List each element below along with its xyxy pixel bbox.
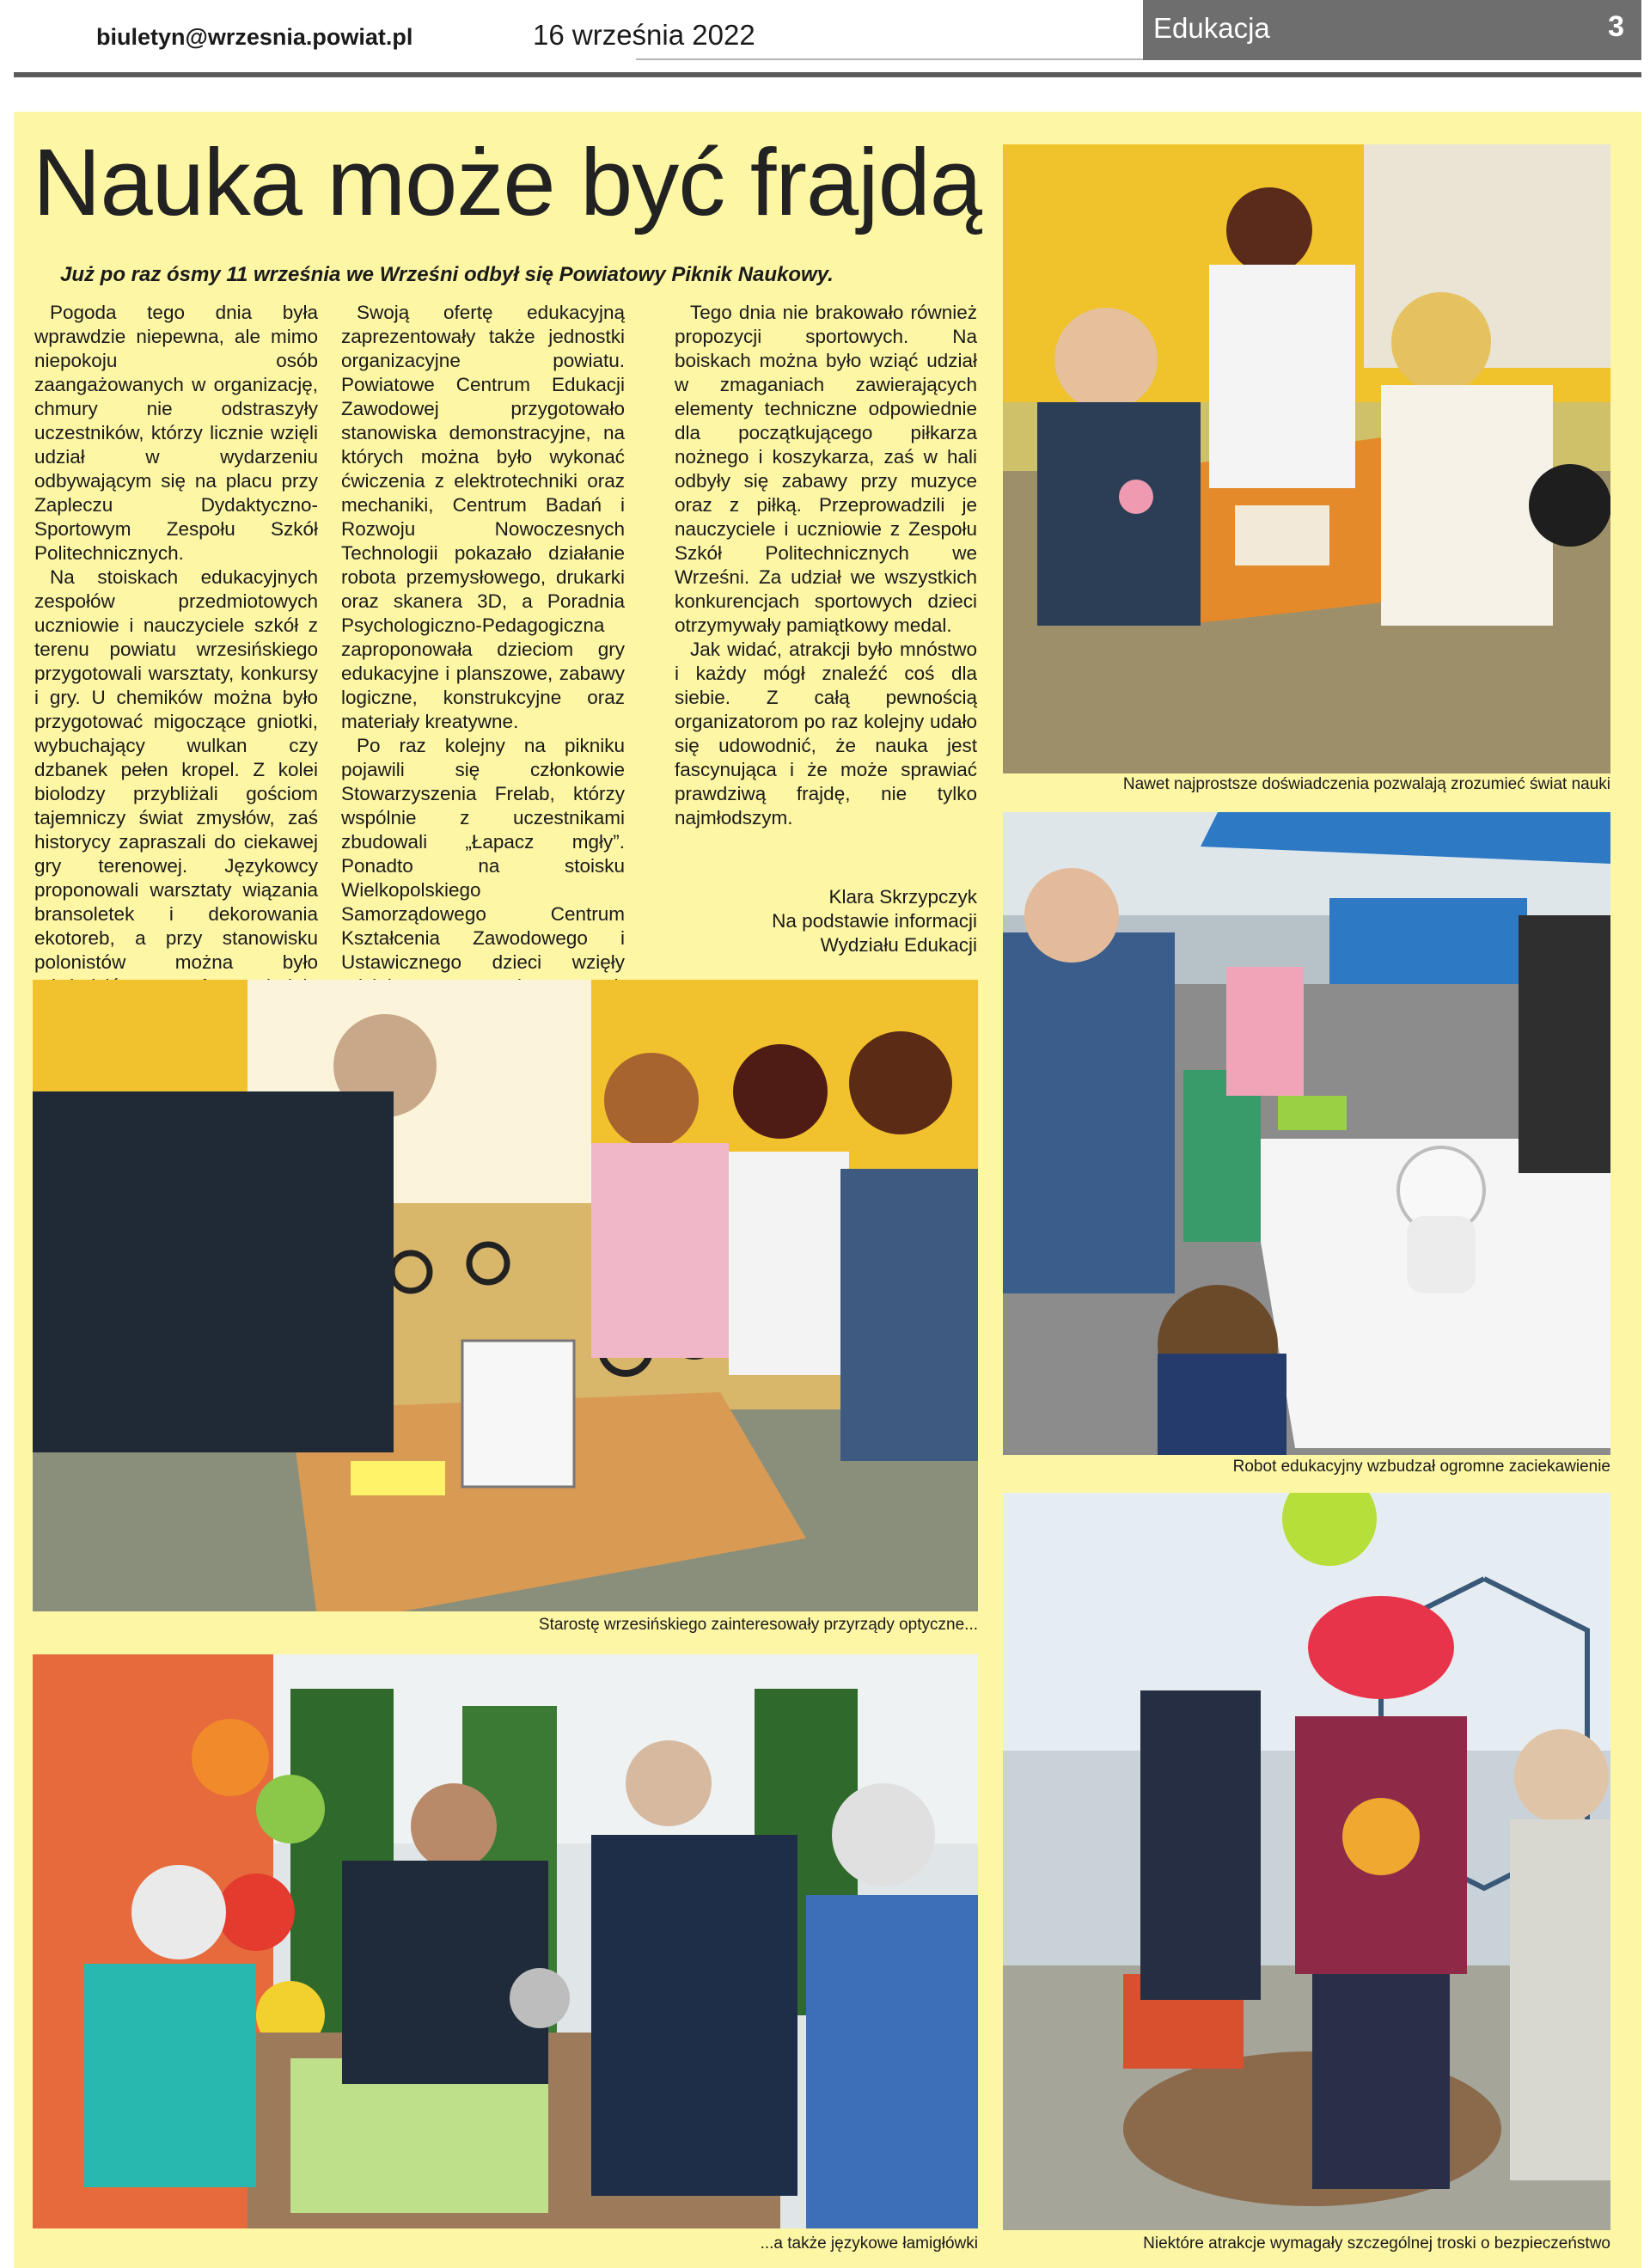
photo-robot — [1003, 812, 1610, 1455]
photo-optical-instruments — [33, 980, 978, 1611]
paragraph: Tego dnia nie brakowało również propozycji sportowych. Na boiskach można było wziąć udział w zmaganiach zawierających elementy techniczne odpowiednie dla początkującego piłkarza nożnego i koszykarza, zaś w hali odbyły się zabawy przy muzyce oraz z piłką. Przeprowadzili je nauczyciele i uczniowie z Zespołu Szkół Politechnicznych we Wrześni. Za udział we wszystkich konkurencjach sportowych dzieci otrzymywały pamiątkowy medal. — [675, 302, 977, 636]
photo-caption: ...a także językowe łamigłówki — [760, 2234, 978, 2253]
page-header — [0, 0, 1650, 83]
article-lead: Już po raz ósmy 11 września we Wrześni odbył się Powiatowy Piknik Naukowy. — [60, 263, 834, 286]
paragraph: Po raz kolejny na pikniku pojawili się członkowie Stowarzyszenia Frelab, którzy wspólnie z uczestnikami zbudowali „Łapacz mgły”. Ponadto na stoisku Wielkopolskiego Samorządowego Centrum Kształcenia Zawodowego i Ustawicznego dzieci wzięły — [341, 735, 625, 973]
paragraph: Jak widać, atrakcji było mnóstwo i każdy mógł znaleźć coś dla siebie. Z całą pewnością organizatorom po raz kolejny udało się udowodnić, że nauka jest fascynująca i że może sprawiać prawdziwą frajdę, nie tylko najmłodszym. — [675, 639, 977, 828]
section-label: Edukacja — [1153, 12, 1270, 44]
photo-caption: Starostę wrzesińskiego zainteresowały przyrządy optyczne... — [538, 1616, 978, 1634]
photo-circuit-experiment — [1003, 144, 1610, 773]
source-line: Wydziału Edukacji — [820, 934, 977, 956]
article-column-3 — [675, 301, 977, 830]
header-email[interactable]: biuletyn@wrzesnia.powiat.pl — [96, 24, 413, 50]
article-title: Nauka może być frajdą — [33, 130, 981, 235]
photo-language-puzzles — [33, 1654, 978, 2228]
photo-caption: Nawet najprostsze doświadczenia pozwalają zrozumieć świat nauki — [1122, 775, 1610, 793]
paragraph: Na stoiskach edukacyjnych zespołów przedmiotowych uczniowie i nauczyciele szkół z terenu powiatu wrzesińskiego przygotowali warsztaty, konkursy i gry. U chemików można było przygotować migoczące gniotki, wybuchający wulkan czy dzbanek pełen kropel. Z kolei biolodzy przybliżali gościom tajemniczy świat zmysłów, zaś historycy zapraszali do ciekawej gry terenowej. Językowcy proponowali warsztaty wiązania bransoletek i dekorowania ekotoreb, a przy stanowisku polonistów można było — [34, 566, 318, 973]
paragraph: Swoją ofertę edukacyjną zaprezentowały także jednostki organizacyjne powiatu. Powiatowe Centrum Edukacji Zawodowej przygotowało stanowiska demonstracyjne, na których można było wykonać ćwiczenia z elektrotechniki oraz mechaniki, Centrum Badań i Rozwoju Nowoczesnych Technologii pokazało działanie robota przemysłowego, drukarki oraz skanera 3D, a Poradnia Psychologiczno-Pedagogiczna zaproponowała dzieciom gry edukacyjne i planszowe, zabawy logiczne, konstrukcyjne oraz materiały kreatywne. — [341, 302, 625, 732]
author-name: Klara Skrzypczyk — [828, 886, 977, 908]
paragraph: Pogoda tego dnia była wprawdzie niepewna, ale mimo niepokoju osób zaangażowanych w organizację, chmury nie odstraszyły uczestników, którzy licznie wzięli udział w wydarzeniu odbywającym się na placu przy Zapleczu Dydaktyczno-Sportowym Zespołu Szkół Politechnicznych. — [34, 302, 318, 564]
source-line: Na podstawie informacji — [772, 910, 977, 932]
section-bar — [1143, 0, 1641, 60]
header-divider — [636, 58, 1143, 60]
page-number: 3 — [1608, 10, 1624, 43]
author-signature — [675, 885, 977, 957]
header-date: 16 września 2022 — [533, 19, 755, 51]
photo-caption: Robot edukacyjny wzbudzał ogromne zaciekawienie — [1232, 1458, 1610, 1476]
photo-safety-helmet — [1003, 1493, 1610, 2230]
photo-caption: Niektóre atrakcje wymagały szczególnej troski o bezpieczeństwo — [1143, 2234, 1610, 2253]
header-rule — [14, 72, 1641, 77]
